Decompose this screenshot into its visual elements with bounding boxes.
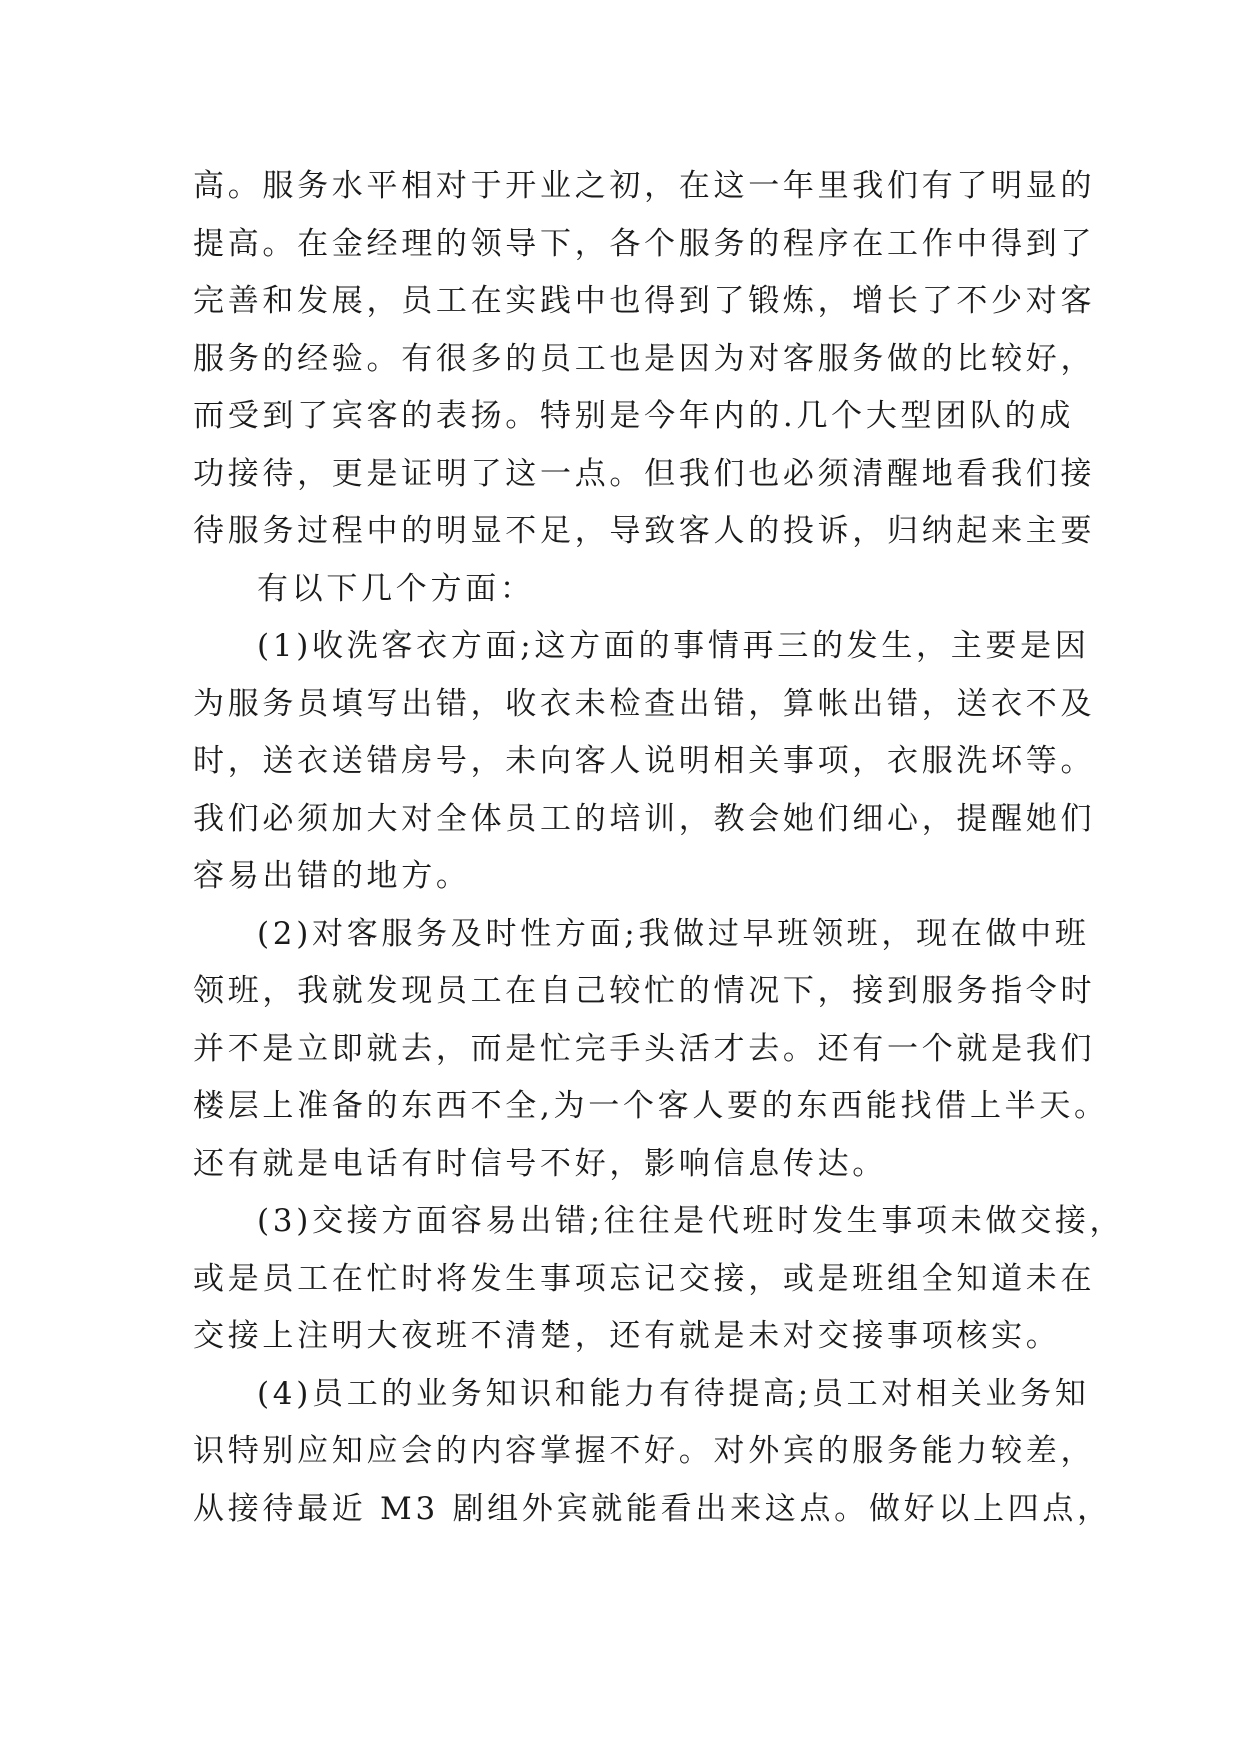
text-line: 服务的经验。有很多的员工也是因为对客服务做的比较好， (193, 340, 1096, 377)
text-line: 从接待最近 M3 剧组外宾就能看出来这点。做好以上四点， (193, 1490, 1112, 1527)
text-line: (4)员工的业务知识和能力有待提高;员工对相关业务知 (257, 1375, 1090, 1412)
text-line: 还有就是电话有时信号不好，影响信息传达。 (193, 1145, 887, 1182)
text-line: 时，送衣送错房号，未向客人说明相关事项，衣服洗坏等。 (193, 743, 1096, 779)
text-line: 领班，我就发现员工在自己较忙的情况下，接到服务指令时 (193, 973, 1096, 1009)
text-line: 完善和发展，员工在实践中也得到了锻炼，增长了不少对客 (193, 283, 1096, 319)
text-line: 交接上注明大夜班不清楚，还有就是未对交接事项核实。 (193, 1318, 1061, 1354)
text-line: 功接待，更是证明了这一点。但我们也必须清醒地看我们接 (193, 455, 1096, 492)
text-line: 提高。在金经理的领导下，各个服务的程序在工作中得到了 (193, 225, 1096, 262)
text-line: (3)交接方面容易出错;往往是代班时发生事项未做交接， (257, 1203, 1125, 1239)
text-line: 识特别应知应会的内容掌握不好。对外宾的服务能力较差， (193, 1433, 1096, 1469)
text-line: 楼层上准备的东西不全,为一个客人要的东西能找借上半天。 (193, 1088, 1109, 1124)
text-line: 高。服务水平相对于开业之初，在这一年里我们有了明显的 (193, 168, 1096, 204)
text-line: 我们必须加大对全体员工的培训，教会她们细心，提醒她们 (193, 800, 1096, 837)
text-line: 或是员工在忙时将发生事项忘记交接，或是班组全知道未在 (193, 1260, 1096, 1297)
text-line: (2)对客服务及时性方面;我做过早班领班，现在做中班 (257, 915, 1090, 952)
text-line: 待服务过程中的明显不足，导致客人的投诉，归纳起来主要 (193, 513, 1096, 549)
text-line: 容易出错的地方。 (193, 858, 471, 894)
text-line: 而受到了宾客的表扬。特别是今年内的.几个大型团队的成 (193, 398, 1075, 434)
text-line: (1)收洗客衣方面;这方面的事情再三的发生，主要是因 (257, 628, 1090, 664)
text-line: 并不是立即就去，而是忙完手头活才去。还有一个就是我们 (193, 1030, 1096, 1067)
text-line: 为服务员填写出错，收衣未检查出错，算帐出错，送衣不及 (193, 685, 1096, 722)
text-line: 有以下几个方面： (257, 570, 535, 607)
body-text (193, 158, 1125, 1538)
